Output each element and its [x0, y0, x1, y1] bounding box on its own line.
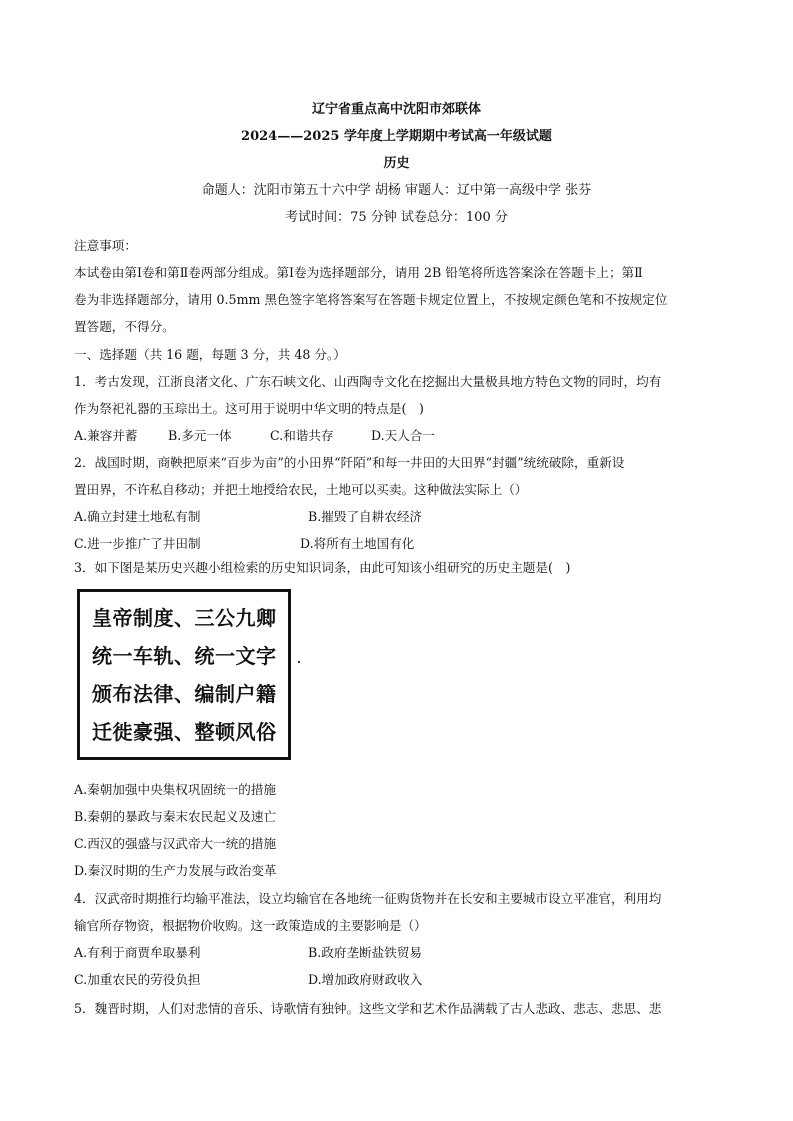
question-3-option-a: A.秦朝加强中央集权巩固统一的措施	[74, 782, 277, 797]
figure-row: 统一车轨、统一文字	[92, 644, 277, 668]
notice-line: 本试卷由第Ⅰ卷和第Ⅱ卷两部分组成。第Ⅰ卷为选择题部分，请用 2B 铅笔将所选答案涂在答题卡上；第Ⅱ	[74, 265, 643, 280]
question-3-option-d: D.秦汉时期的生产力发展与政治变革	[74, 863, 277, 878]
exam-info: 考试时间：75 分钟 试卷总分：100 分	[285, 210, 508, 225]
knowledge-terms-figure	[77, 589, 291, 760]
question-1-line: 1．考古发现，江浙良渚文化、广东石峡文化、山西陶寺文化在挖掘出大量极具地方特色文物的同时，均有	[74, 374, 662, 389]
question-1-option-a: A.兼容并蓄	[74, 428, 138, 443]
question-1-line: 作为祭祀礼器的玉琮出土。这可用于说明中华文明的特点是( )	[74, 401, 424, 416]
subject-title: 历史	[383, 156, 410, 171]
question-1-option-c: C.和谐共存	[270, 428, 334, 443]
question-2-option-d: D.将所有土地国有化	[300, 536, 415, 551]
question-4-line: 4．汉武帝时期推行均输平准法，设立均输官在各地统一征购货物并在长安和主要城市设立平准官，利用均	[74, 891, 662, 906]
question-1-option-d: D.天人合一	[371, 428, 436, 443]
question-3-option-c: C.西汉的强盛与汉武帝大一统的措施	[74, 836, 277, 851]
question-4-option-d: D.增加政府财政收入	[308, 972, 423, 987]
notice-heading: 注意事项：	[74, 238, 137, 253]
exam-title: 2024——2025 学年度上学期期中考试高一年级试题	[241, 129, 552, 144]
question-2-option-c: C.进一步推广了井田制	[74, 536, 201, 551]
question-4-option-b: B.政府垄断盐铁贸易	[308, 945, 423, 960]
question-4-option-c: C.加重农民的劳役负担	[74, 972, 201, 987]
section-title: 一、选择题（共 16 题，每题 3 分，共 48 分。）	[74, 347, 346, 362]
question-2-option-b: B.摧毁了自耕农经济	[308, 509, 423, 524]
question-4-line: 输官所存物资，根据物价收购。这一政策造成的主要影响是（）	[74, 918, 427, 933]
figure-row: 颁布法律、编制户籍	[92, 682, 277, 706]
question-3-line: 3．如下图是某历史兴趣小组检索的历史知识词条，由此可知该小组研究的历史主题是( )	[74, 560, 571, 575]
question-3-option-b: B.秦朝的暴政与秦末农民起义及速亡	[74, 809, 277, 824]
question-1-option-b: B.多元一体	[168, 428, 232, 443]
school-title: 辽宁省重点高中沈阳市郊联体	[311, 102, 481, 117]
notice-line: 卷为非选择题部分，请用 0.5mm 黑色签字笔将答案写在答题卡规定位置上，不按规定颜色笔和不按规定位	[74, 292, 668, 307]
question-2-line: 2．战国时期，商鞅把原来“百步为亩”的小田界“阡陌”和每一井田的大田界“封疆”统统破除，重新设	[74, 455, 625, 470]
question-2-line: 置田界，不许私自移动；并把土地授给农民，土地可以买卖。这种做法实际上（）	[74, 482, 528, 497]
question-5-line: 5．魏晋时期，人们对悲情的音乐、诗歌情有独钟。这些文学和艺术作品满载了古人悲政、悲志、悲思、悲	[74, 1001, 662, 1016]
question-2-option-a: A.确立封建土地私有制	[74, 509, 201, 524]
figure-mark	[298, 661, 300, 663]
figure-row: 皇帝制度、三公九卿	[92, 606, 277, 630]
figure-row: 迁徙豪强、整顿风俗	[92, 720, 277, 744]
question-4-option-a: A.有利于商贾牟取暴利	[74, 945, 201, 960]
notice-line: 置答题，不得分。	[74, 319, 175, 334]
authors-line: 命题人：沈阳市第五十六中学 胡杨 审题人：辽中第一高级中学 张芬	[201, 183, 592, 198]
